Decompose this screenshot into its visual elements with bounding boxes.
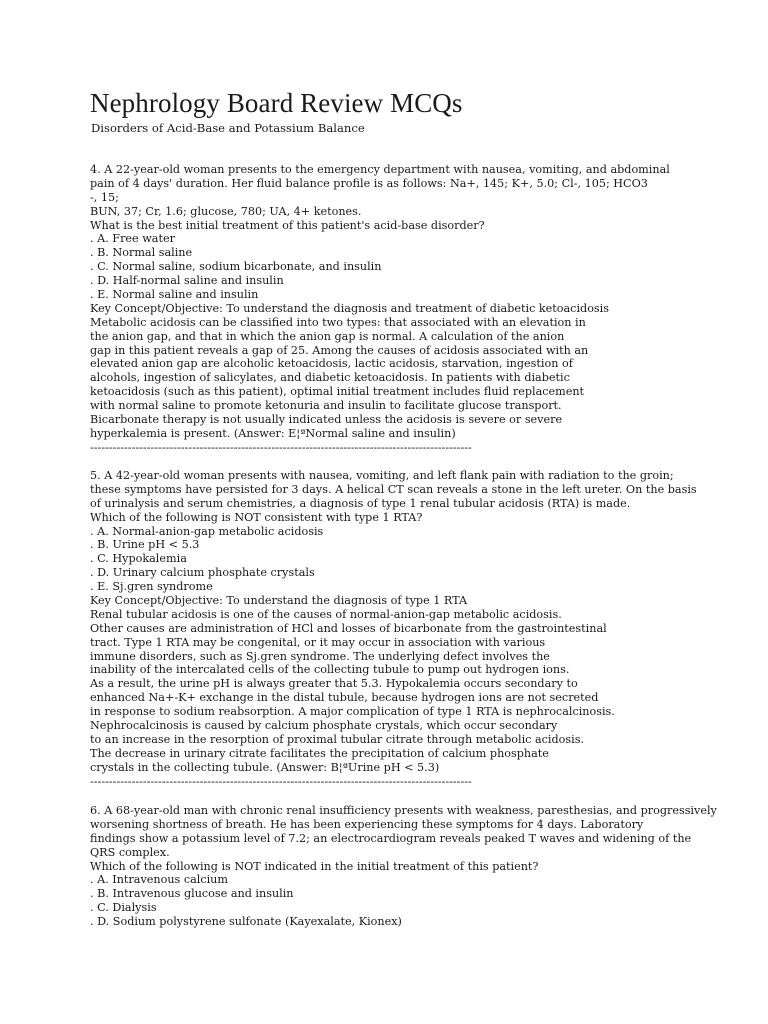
text-line: What is the best initial treatment of this patient's acid-base disorder? — [90, 218, 485, 232]
answer-option: . D. Urinary calcium phosphate crystals — [90, 566, 315, 580]
text-line: enhanced Na+-K+ exchange in the distal tubule, because hydrogen ions are not secreted — [90, 691, 599, 705]
question-6 — [90, 804, 717, 929]
text-line: in response to sodium reabsorption. A major complication of type 1 RTA is nephrocalcinosis. — [90, 705, 615, 719]
answer-option: . E. Sj.gren syndrome — [90, 580, 213, 594]
text-line: these symptoms have persisted for 3 days. A helical CT scan reveals a stone in the left ureter. On the basis — [90, 482, 697, 496]
text-line: alcohols, ingestion of salicylates, and diabetic ketoacidosis. In patients with diabetic — [90, 371, 570, 385]
answer-option: . D. Half-normal saline and insulin — [90, 274, 284, 288]
text-line: of urinalysis and serum chemistries, a diagnosis of type 1 renal tubular acidosis (RTA) is made. — [90, 496, 631, 510]
text-line: BUN, 37; Cr, 1.6; glucose, 780; UA, 4+ ketones. — [90, 204, 362, 218]
answer-option: . E. Normal saline and insulin — [90, 288, 259, 302]
text-line: with normal saline to promote ketonuria and insulin to facilitate glucose transport. — [90, 399, 562, 413]
text-line: tract. Type 1 RTA may be congenital, or it may occur in association with various — [90, 635, 546, 649]
answer-option: . B. Normal saline — [90, 246, 193, 260]
text-line: hyperkalemia is present. (Answer: E¦ªNormal saline and insulin) — [90, 426, 456, 440]
text-line: Which of the following is NOT indicated in the initial treatment of this patient? — [90, 859, 539, 873]
question-stem: 5. A 42-year-old woman presents with nausea, vomiting, and left flank pain with radiation to the groin; — [90, 469, 674, 482]
text-line: ketoacidosis (such as this patient), optimal initial treatment includes fluid replacement — [90, 385, 585, 399]
text-line: As a result, the urine pH is always greater that 5.3. Hypokalemia occurs secondary to — [90, 677, 578, 691]
answer-option: . A. Intravenous calcium — [90, 873, 228, 887]
answer-option: . C. Hypokalemia — [90, 552, 187, 566]
text-line: elevated anion gap are alcoholic ketoacidosis, lactic acidosis, starvation, ingestion of — [90, 357, 573, 371]
question-5 — [90, 469, 697, 788]
text-line: The decrease in urinary citrate facilitates the precipitation of calcium phosphate — [90, 746, 549, 760]
text-line: -, 15; — [90, 190, 119, 204]
answer-option: . A. Normal-anion-gap metabolic acidosis — [90, 524, 324, 538]
text-line: findings show a potassium level of 7.2; an electrocardiogram reveals peaked T waves and widening of the — [90, 831, 692, 845]
text-line: Renal tubular acidosis is one of the causes of normal-anion-gap metabolic acidosis. — [90, 607, 562, 621]
text-line: inability of the intercalated cells of the collecting tubule to pump out hydrogen ions. — [90, 663, 570, 677]
question-stem: 6. A 68-year-old man with chronic renal insufficiency presents with weakness, paresthesias, and progressively — [90, 804, 717, 817]
text-line: to an increase in the resorption of proximal tubular citrate through metabolic acidosis. — [90, 732, 585, 746]
answer-option: . B. Intravenous glucose and insulin — [90, 887, 294, 901]
question-stem: 4. A 22-year-old woman presents to the emergency department with nausea, vomiting, and abdominal — [90, 163, 670, 176]
separator-line: ----------------------------------------------------------------------------------------------------- — [90, 440, 472, 454]
document-title: Nephrology Board Review MCQs — [90, 88, 463, 118]
text-line: Metabolic acidosis can be classified into two types: that associated with an elevation in — [90, 315, 586, 329]
text-line: the anion gap, and that in which the anion gap is normal. A calculation of the anion — [90, 329, 565, 343]
answer-option: . C. Dialysis — [90, 901, 157, 915]
answer-option: . D. Sodium polystyrene sulfonate (Kayexalate, Kionex) — [90, 915, 402, 929]
text-line: gap in this patient reveals a gap of 25. Among the causes of acidosis associated with an — [90, 343, 589, 357]
text-line: Other causes are administration of HCl and losses of bicarbonate from the gastrointestinal — [90, 621, 607, 635]
text-line: worsening shortness of breath. He has been experiencing these symptoms for 4 days. Laboratory — [90, 817, 644, 831]
separator-line: ----------------------------------------------------------------------------------------------------- — [90, 774, 472, 788]
text-line: Bicarbonate therapy is not usually indicated unless the acidosis is severe or severe — [90, 413, 563, 427]
answer-option: . B. Urine pH < 5.3 — [90, 538, 200, 552]
answer-option: . A. Free water — [90, 232, 175, 246]
text-line: Nephrocalcinosis is caused by calcium phosphate crystals, which occur secondary — [90, 719, 558, 733]
key-concept: Key Concept/Objective: To understand the diagnosis of type 1 RTA — [90, 594, 468, 608]
text-line: crystals in the collecting tubule. (Answer: B¦ªUrine pH < 5.3) — [90, 760, 440, 774]
key-concept: Key Concept/Objective: To understand the diagnosis and treatment of diabetic ketoacidosis — [90, 301, 609, 315]
document-subtitle: Disorders of Acid-Base and Potassium Balance — [91, 121, 365, 135]
question-4 — [90, 163, 670, 455]
text-line: pain of 4 days' duration. Her fluid balance profile is as follows: Na+, 145; K+, 5.0; Cl-, 105; HCO3 — [90, 176, 648, 190]
text-line: QRS complex. — [90, 845, 170, 859]
text-line: Which of the following is NOT consistent with type 1 RTA? — [90, 510, 423, 524]
answer-option: . C. Normal saline, sodium bicarbonate, and insulin — [90, 260, 382, 274]
text-line: immune disorders, such as Sj.gren syndrome. The underlying defect involves the — [90, 649, 550, 663]
